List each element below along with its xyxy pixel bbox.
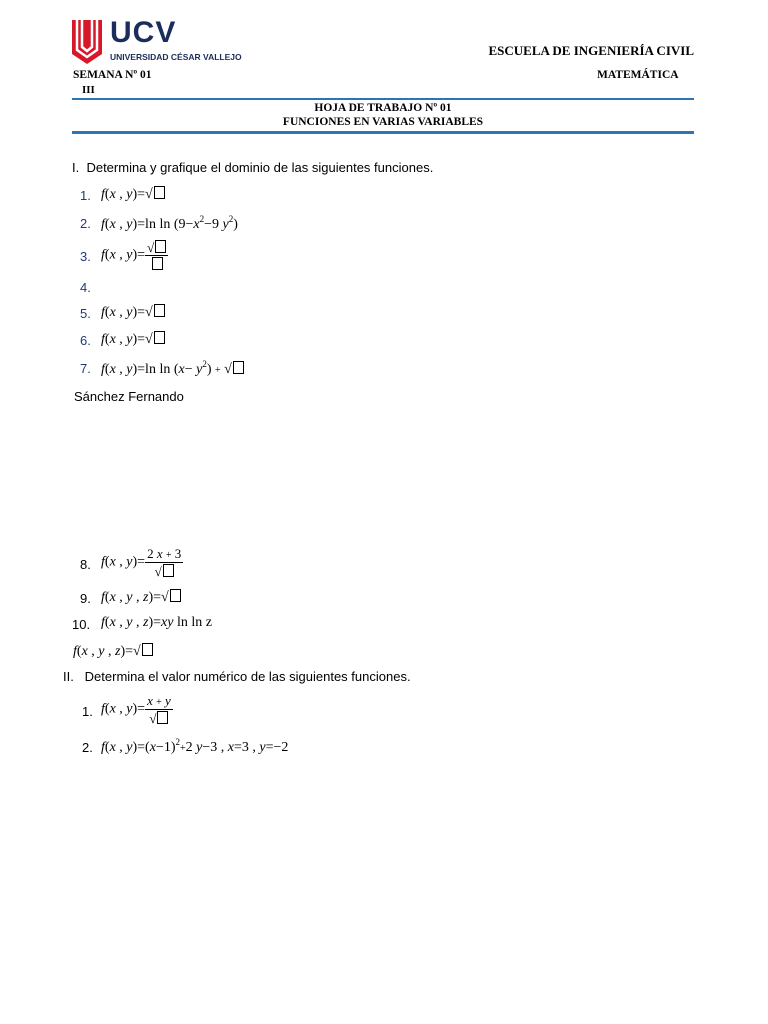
function-expression: f(x , y)=√: [101, 304, 165, 321]
item-number: 4.: [80, 280, 91, 295]
item-number: 5.: [80, 306, 91, 321]
item-number: 1.: [82, 704, 93, 719]
cycle-label: III: [82, 84, 95, 96]
function-expression: f(x , y)= $\frac{x + y}{√}$: [101, 693, 171, 726]
item-number: 1.: [80, 188, 91, 203]
function-expression: f(x , y , z)=√: [73, 643, 153, 660]
function-expression: f(x , y)=√: [101, 186, 165, 203]
ucv-shield-icon: [70, 16, 106, 66]
item-number: 9.: [80, 591, 91, 606]
function-expression: f(x , y)= √: [101, 240, 168, 271]
worksheet-title: HOJA DE TRABAJO Nº 01: [314, 102, 452, 114]
item-number: 10.: [72, 617, 91, 632]
item-number: 7.: [80, 361, 91, 376]
function-expression: f(x , y)= $\frac{2 x + 3}{√}$: [101, 546, 182, 579]
function-expression: f(x , y)=ln $\ln (x- y^2)$ + √: [101, 359, 244, 378]
logo-wordmark: UCV: [110, 16, 177, 49]
item-number: 3.: [80, 249, 91, 264]
item-number: 2.: [82, 740, 93, 755]
function-expression: f(x , y)=ln $\ln (9-x^2-9$ $y^2$): [101, 214, 238, 232]
school-name: ESCUELA DE INGENIERÍA CIVIL: [488, 43, 694, 58]
subject-label: MATEMÁTICA: [597, 69, 679, 81]
logo-subtext: UNIVERSIDAD CÉSAR VALLEJO: [110, 52, 242, 62]
item-number: 8.: [80, 557, 91, 572]
header-rule-top: [72, 98, 694, 100]
function-expression: f(x , y , z)=xy ln ln z: [101, 615, 212, 630]
function-expression: f(x , y)=√: [101, 331, 165, 348]
item-number: 2.: [80, 216, 91, 231]
worksheet-subtitle: FUNCIONES EN VARIAS VARIABLES: [282, 116, 484, 128]
function-expression: f(x , y , z)=√: [101, 589, 181, 606]
ucv-logo: [70, 16, 242, 66]
week-label: SEMANA Nº 01: [73, 69, 152, 81]
section-1-heading: I. Determina y grafique el dominio de las siguientes funciones.: [72, 160, 434, 175]
author-name: Sánchez Fernando: [74, 389, 184, 404]
function-expression: f(x , $y)=(x-1)^2+2$ y−3 , x=3 , y=−2: [101, 737, 289, 755]
header-rule-bottom: [72, 131, 694, 134]
item-number: 6.: [80, 333, 91, 348]
section-2-heading: II. Determina el valor numérico de las siguientes funciones.: [63, 669, 411, 684]
